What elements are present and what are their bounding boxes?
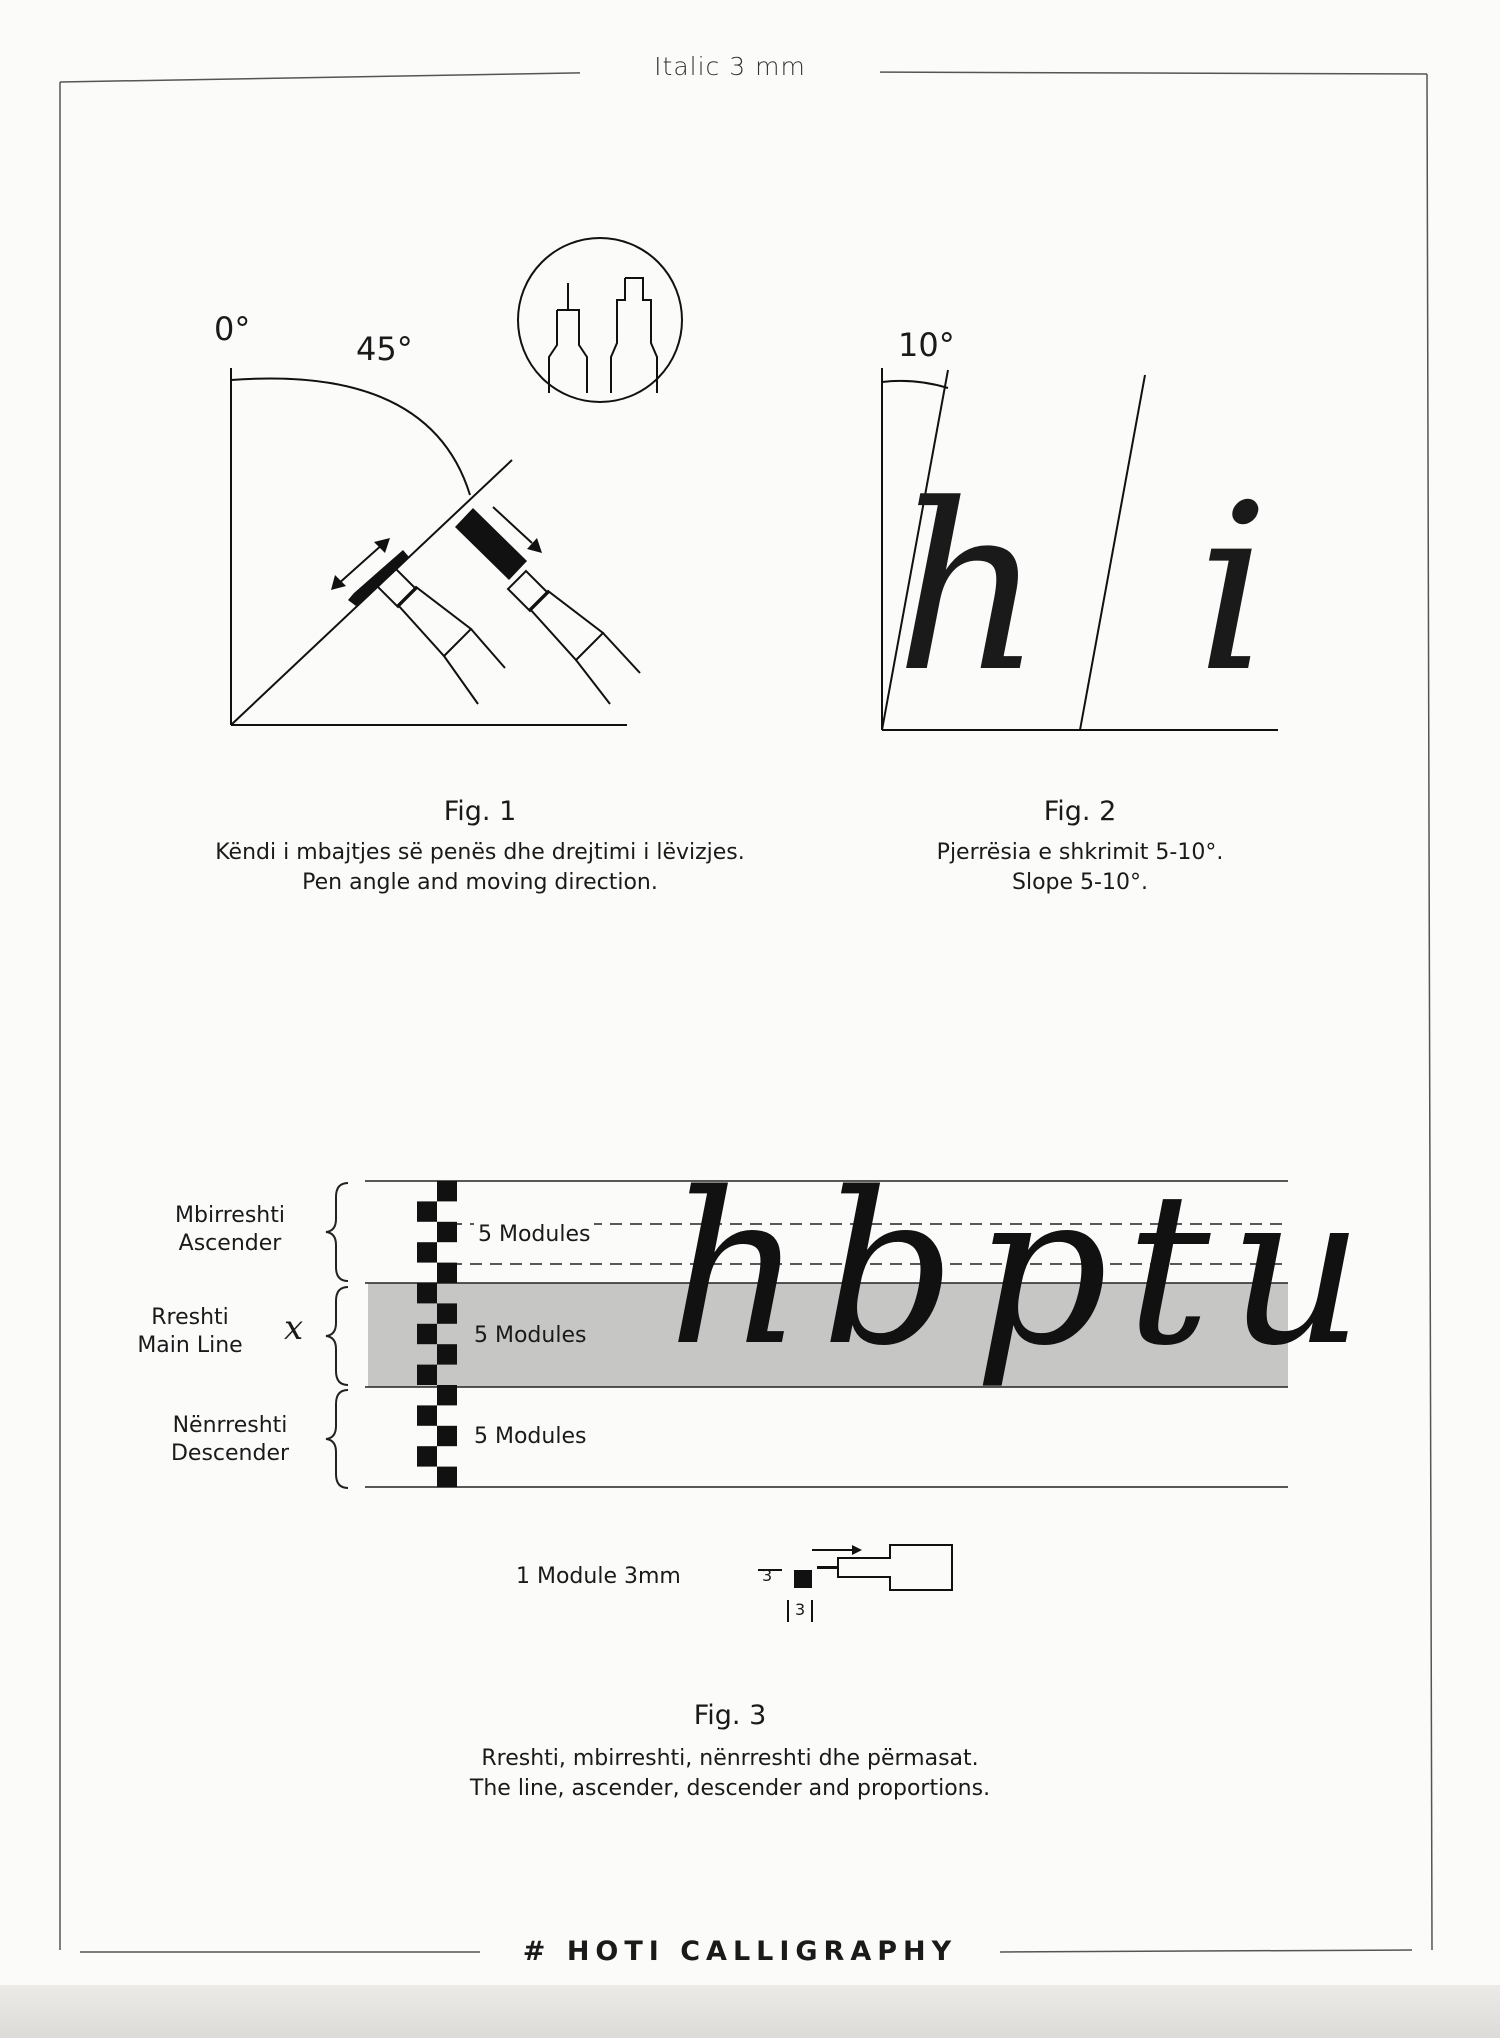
- fig3-modules-ascender: 5 Modules: [474, 1222, 594, 1247]
- fig1-caption-sq: Këndi i mbajtjes së penës dhe drejtimi i lëvizjes.: [215, 840, 745, 865]
- fig3-modules-descender: 5 Modules: [474, 1424, 587, 1449]
- module-square: [437, 1222, 457, 1242]
- fig3-module-size-h: 3: [762, 1566, 773, 1585]
- fig3-main-sq: Rreshti: [151, 1305, 229, 1330]
- module-square: [437, 1426, 457, 1446]
- fig3-caption-sq: Rreshti, mbirreshti, nënrreshti dhe përmasat.: [481, 1746, 979, 1771]
- fig2-letters: h i: [895, 456, 1310, 723]
- fig3-x-label: x: [284, 1308, 304, 1348]
- page-frame: [60, 72, 1432, 1952]
- fig3-letters: hbptu: [668, 1147, 1382, 1392]
- fig3-ascender-en: Ascender: [178, 1231, 282, 1256]
- fig3-module-size-v: 3: [795, 1600, 806, 1619]
- module-square: [437, 1385, 457, 1405]
- fig3-main-en: Main Line: [137, 1333, 243, 1358]
- fig3-descender-en: Descender: [170, 1441, 290, 1466]
- module-square: [417, 1324, 437, 1344]
- fig1-number: Fig. 1: [443, 796, 517, 827]
- fig3-ascender-label: [150, 1202, 310, 1258]
- fig2-angle: 10°: [898, 326, 955, 364]
- fig3-module-note: 1 Module 3mm: [516, 1564, 681, 1589]
- fig3-main-label: [120, 1304, 260, 1360]
- fig3-modules-main: 5 Modules: [474, 1323, 587, 1348]
- module-square: [437, 1263, 457, 1283]
- fig2-number: Fig. 2: [1043, 796, 1117, 827]
- fig1-caption-en: Pen angle and moving direction.: [302, 870, 658, 895]
- fig2-caption-sq: Pjerrësia e shkrimit 5-10°.: [936, 840, 1224, 865]
- page-header-title: Italic 3 mm: [580, 52, 880, 81]
- fig1-angle-0: 0°: [214, 310, 251, 348]
- fig1-diagram: [231, 238, 682, 725]
- module-square: [417, 1365, 437, 1385]
- fig1-angle-45: 45°: [356, 330, 413, 368]
- fig3-ascender-sq: Mbirreshti: [175, 1203, 285, 1228]
- module-square: [437, 1303, 457, 1323]
- module-square: [417, 1283, 437, 1303]
- module-square: [437, 1344, 457, 1364]
- fig2-caption-en: Slope 5-10°.: [1012, 870, 1148, 895]
- module-square: [437, 1467, 457, 1487]
- module-square: [417, 1446, 437, 1466]
- page-footer-title: # HOTI CALLIGRAPHY: [480, 1936, 1000, 1967]
- fig3-descender-sq: Nënrreshti: [172, 1413, 288, 1438]
- fig3-caption-en: The line, ascender, descender and proportions.: [469, 1776, 991, 1801]
- module-square: [437, 1181, 457, 1201]
- fig3-number: Fig. 3: [693, 1700, 767, 1731]
- module-square: [417, 1201, 437, 1221]
- module-square: [417, 1405, 437, 1425]
- module-square: [417, 1242, 437, 1262]
- fig3-descender-label: [150, 1412, 310, 1468]
